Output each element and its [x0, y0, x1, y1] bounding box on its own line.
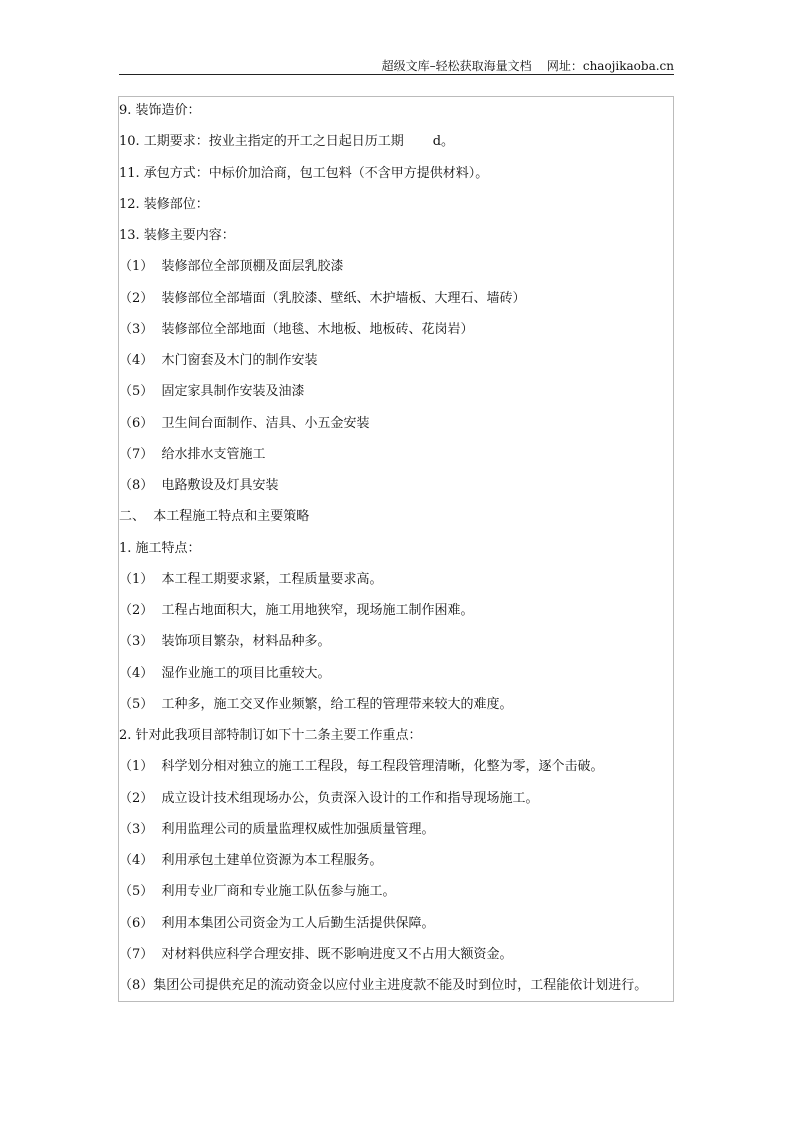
text-line: （2） 装修部位全部墙面（乳胶漆、壁纸、木护墙板、大理石、墙砖） [119, 290, 526, 306]
text-line: （8）集团公司提供充足的流动资金以应付业主进度款不能及时到位时，工程能依计划进行。 [119, 978, 648, 993]
text-line: 13. 装修主要内容： [119, 228, 235, 243]
text-line: （6） 卫生间台面制作、洁具、小五金安装 [119, 415, 370, 431]
text-line: 二、 本工程施工特点和主要策略 [119, 509, 310, 525]
text-line: （2） 工程占地面积大，施工用地狭窄，现场施工制作困难。 [119, 603, 474, 618]
text-line: （4） 湿作业施工的项目比重较大。 [119, 665, 331, 681]
content-body [119, 102, 647, 1008]
text-line: （4） 木门窗套及木门的制作安装 [119, 353, 318, 368]
text-line: （5） 固定家具制作安装及油漆 [119, 384, 305, 400]
text-line: （3） 装修部位全部地面（地毯、木地板、地板砖、花岗岩） [119, 321, 474, 337]
text-line: （5） 工种多，施工交叉作业频繁，给工程的管理带来较大的难度。 [119, 696, 513, 712]
text-line: （5） 利用专业厂商和专业施工队伍参与施工。 [119, 884, 396, 900]
text-line: （1） 本工程工期要求紧，工程质量要求高。 [119, 571, 383, 587]
page-header: 超级文库–轻松获取海量文档 网址：chaojikaoba.cn [381, 59, 674, 73]
text-line: （7） 对材料供应科学合理安排、既不影响进度又不占用大额资金。 [119, 946, 513, 962]
text-line: 2. 针对此我项目部特制订如下十二条主要工作重点： [119, 728, 422, 743]
text-line: （6） 利用本集团公司资金为工人后勤生活提供保障。 [119, 915, 435, 931]
text-line: 12. 装修部位： [119, 196, 209, 212]
text-line: （8） 电路敷设及灯具安装 [119, 478, 279, 493]
text-line: （2） 成立设计技术组现场办公，负责深入设计的工作和指导现场施工。 [119, 790, 539, 806]
text-line: （1） 装修部位全部顶棚及面层乳胶漆 [119, 259, 344, 275]
text-line: 1. 施工特点： [119, 540, 201, 556]
text-line: （1） 科学划分相对独立的施工工程段，每工程段管理清晰，化整为零，逐个击破。 [119, 759, 604, 775]
text-line: （7） 给水排水支管施工 [119, 446, 266, 462]
text-line: 11. 承包方式：中标价加洽商，包工包料（不含甲方提供材料）。 [119, 165, 489, 181]
text-line: （3） 装饰项目繁杂，材料品种多。 [119, 634, 331, 650]
header-rule [119, 74, 674, 75]
text-line: 9. 装饰造价： [119, 103, 201, 118]
text-line: （4） 利用承包土建单位资源为本工程服务。 [119, 853, 383, 868]
text-line: 10. 工期要求：按业主指定的开工之日起日历工期 d。 [119, 134, 455, 150]
text-line: （3） 利用监理公司的质量监理权威性加强质量管理。 [119, 821, 435, 837]
